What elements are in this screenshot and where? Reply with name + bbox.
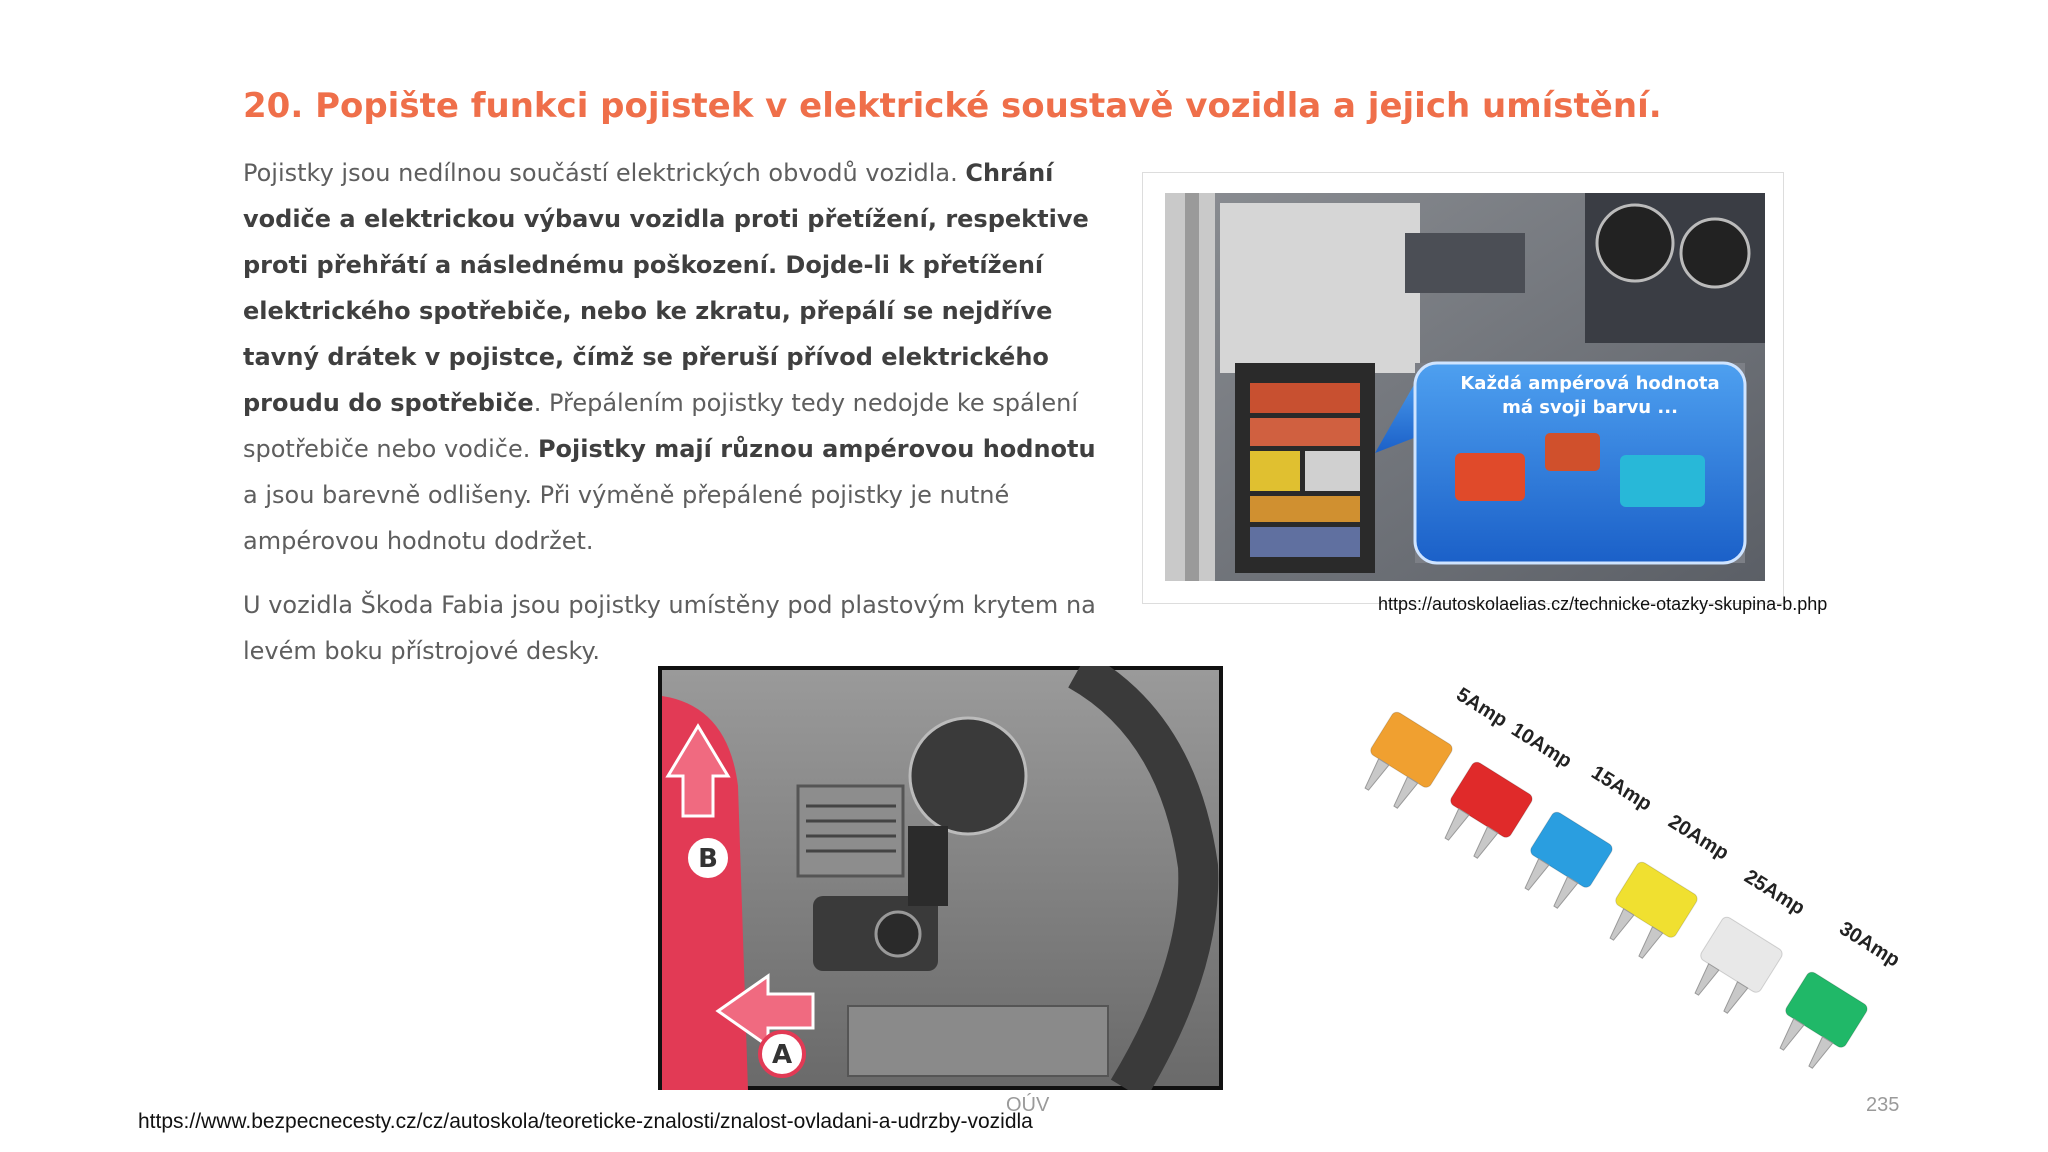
fuse-leg [1471, 827, 1498, 860]
photo-callout-text: Každá ampérová hodnota má svoji barvu ... [1460, 373, 1720, 418]
fuse-leg [1607, 909, 1634, 942]
fuse-10amp [1432, 760, 1535, 867]
text-run: a jsou barevně odlišeny. Při výměně přepálené pojistky je nutné ampérovou hodnotu dodržet. [243, 481, 1010, 555]
fuse-ampere-chart [1360, 670, 1920, 1070]
fuse-label: 20Amp [1664, 810, 1733, 865]
fuse-body [1449, 760, 1535, 839]
fuse-leg [1362, 759, 1389, 792]
fuse-leg [1442, 809, 1469, 842]
dashboard-illustration [658, 666, 1223, 1090]
fuse-body [1784, 970, 1870, 1049]
fuse-body [1369, 710, 1455, 789]
fuse-5amp [1360, 710, 1454, 817]
text-run: Pojistky jsou nedílnou součástí elektrických obvodů vozidla. [243, 159, 966, 187]
fuse-leg [1522, 859, 1549, 892]
fuse-body [1614, 860, 1700, 939]
fuse-leg [1721, 982, 1748, 1015]
bold-run: Chrání vodiče a elektrickou výbavu vozidla proti přetížení, respektive proti přehřátí a následnému poškození. Dojde-li k přetížení elektrického spotřebiče, nebo ke zkratu, přepálí se nejdříve tavný drátek v pojistce, čímž se přeruší přívod elektrického proudu do spotřebiče [243, 159, 1089, 417]
label-b: B [698, 844, 718, 874]
source-link-autoskolaelias[interactable]: https://autoskolaelias.cz/technicke-otazky-skupina-b.php [1378, 594, 1828, 614]
fuse-leg [1692, 964, 1719, 997]
fuse-label: 15Amp [1587, 761, 1656, 816]
fuse-body [1699, 915, 1785, 994]
slide-title: 20. Popište funkci pojistek v elektrické soustavě vozidla a jejich umístění. [243, 86, 1662, 126]
fuse-leg [1777, 1019, 1804, 1052]
fuse-leg [1391, 777, 1418, 810]
fuse-label: 30Amp [1835, 917, 1904, 972]
paragraph-fuse-function [243, 150, 1113, 564]
fuse-label: 25Amp [1740, 865, 1809, 920]
fuse-label: 5Amp [1452, 683, 1512, 732]
fuse-30amp [1767, 970, 1870, 1070]
fuse-ampere-art [1360, 670, 1920, 1070]
fuse-15amp [1512, 810, 1615, 917]
page-number: 235 [1866, 1094, 1900, 1116]
body-text [243, 150, 1113, 692]
dashboard-illustration-art [658, 666, 1223, 1090]
footer-center: OÚV [1006, 1094, 1050, 1116]
fuse-body [1529, 810, 1615, 889]
bold-run: Pojistky mají různou ampérovou hodnotu [537, 435, 1096, 463]
fuse-label: 10Amp [1507, 718, 1576, 773]
paragraph-fabia-location: U vozidla Škoda Fabia jsou pojistky umístěny pod plastovým krytem na levém boku přístrojové desky. [243, 591, 1096, 665]
label-a: A [771, 1040, 793, 1070]
fuse-grid [1250, 383, 1360, 557]
fuse-25amp [1682, 915, 1785, 1022]
fuse-20amp [1597, 860, 1700, 967]
fuse-leg [1636, 927, 1663, 960]
fuse-leg [1551, 877, 1578, 910]
text-run: . Přepálením pojistky tedy nedojde ke spálení spotřebiče nebo vodiče. [243, 389, 1079, 463]
source-link-bezpecnecesty[interactable]: https://www.bezpecnecesty.cz/cz/autoskola/teoreticke-znalosti/znalost-ovladani-a-udrzby-vozidla [138, 1110, 1033, 1133]
fuse-leg [1806, 1037, 1833, 1070]
